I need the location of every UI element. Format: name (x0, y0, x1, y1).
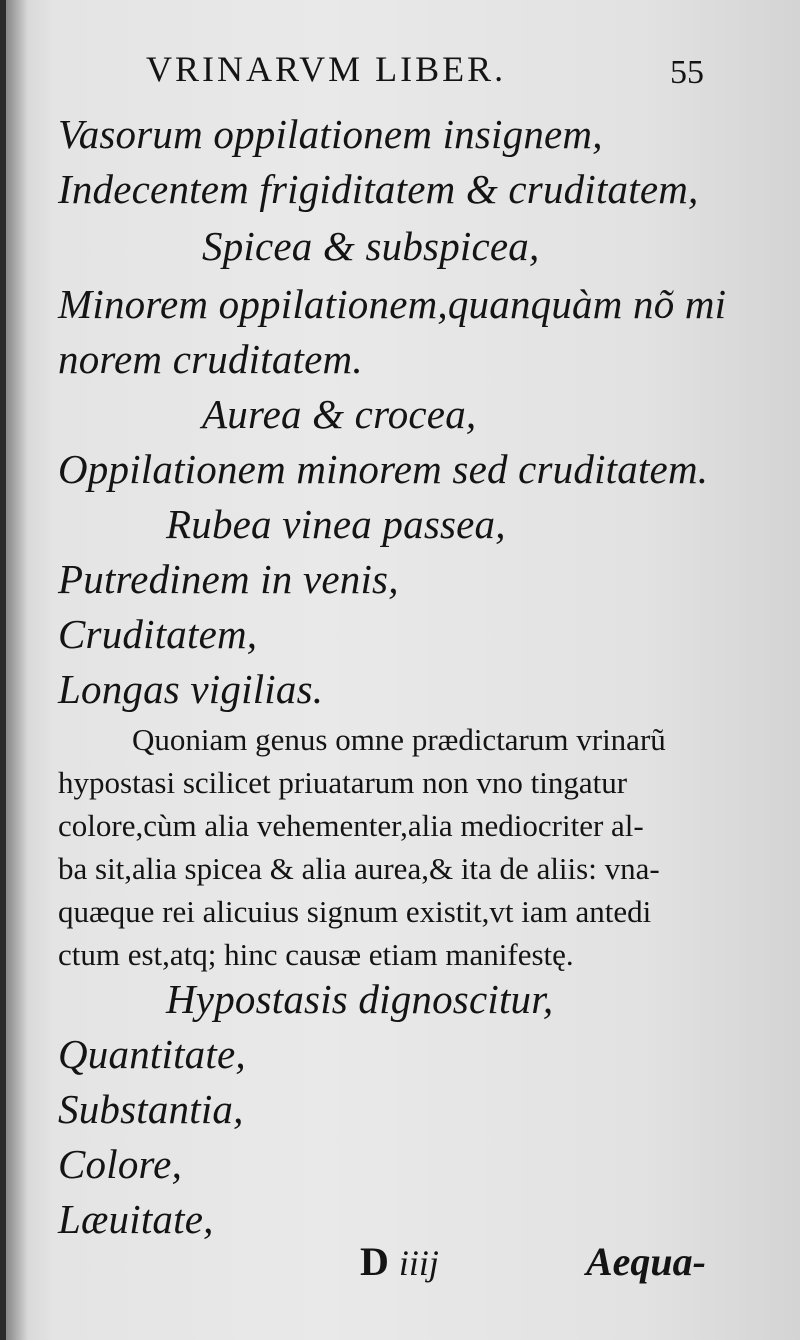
text-line: Spicea & subspicea, (202, 223, 540, 269)
text-line: hypostasi scilicet priuatarum non vno tingatur (58, 765, 628, 800)
page-gutter-shadow (6, 0, 28, 1340)
signature-letter: D (360, 1239, 389, 1284)
text-line: Hypostasis dignoscitur, (166, 976, 554, 1022)
text-line: Cruditatem, (58, 611, 258, 657)
text-line: Aurea & crocea, (202, 391, 477, 437)
book-page (6, 0, 800, 1340)
text-line: quæque rei alicuius signum existit,vt iam antedi (58, 894, 652, 929)
page-number: 55 (670, 54, 704, 91)
text-line: Oppilationem minorem sed cruditatem. (58, 446, 709, 492)
text-line: Colore, (58, 1141, 183, 1187)
text-line: Minorem oppilationem,quanquàm nõ mi (58, 281, 727, 327)
running-title: VRINARVM LIBER. (146, 49, 507, 89)
catchword: Aequa- (586, 1239, 706, 1284)
signature-mark (360, 1238, 439, 1285)
text-line: Longas vigilias. (58, 666, 324, 712)
text-line: norem cruditatem. (58, 336, 363, 382)
text-line: Rubea vinea passea, (166, 501, 506, 547)
text-line: Vasorum oppilationem insignem, (58, 111, 603, 157)
text-line: ctum est,atq; hinc causæ etiam manifestę. (58, 937, 574, 972)
text-line: Quoniam genus omne prædictarum vrinarũ (132, 722, 666, 757)
text-line: colore,cùm alia vehementer,alia mediocriter al- (58, 808, 644, 843)
text-line: Quantitate, (58, 1031, 246, 1077)
text-line: Læuitate, (58, 1196, 214, 1242)
signature-number: iiij (398, 1243, 439, 1283)
text-line: ba sit,alia spicea & alia aurea,& ita de aliis: vna- (58, 851, 660, 886)
text-line: Substantia, (58, 1086, 244, 1132)
text-line: Putredinem in venis, (58, 556, 399, 602)
text-line: Indecentem frigiditatem & cruditatem, (58, 166, 699, 212)
